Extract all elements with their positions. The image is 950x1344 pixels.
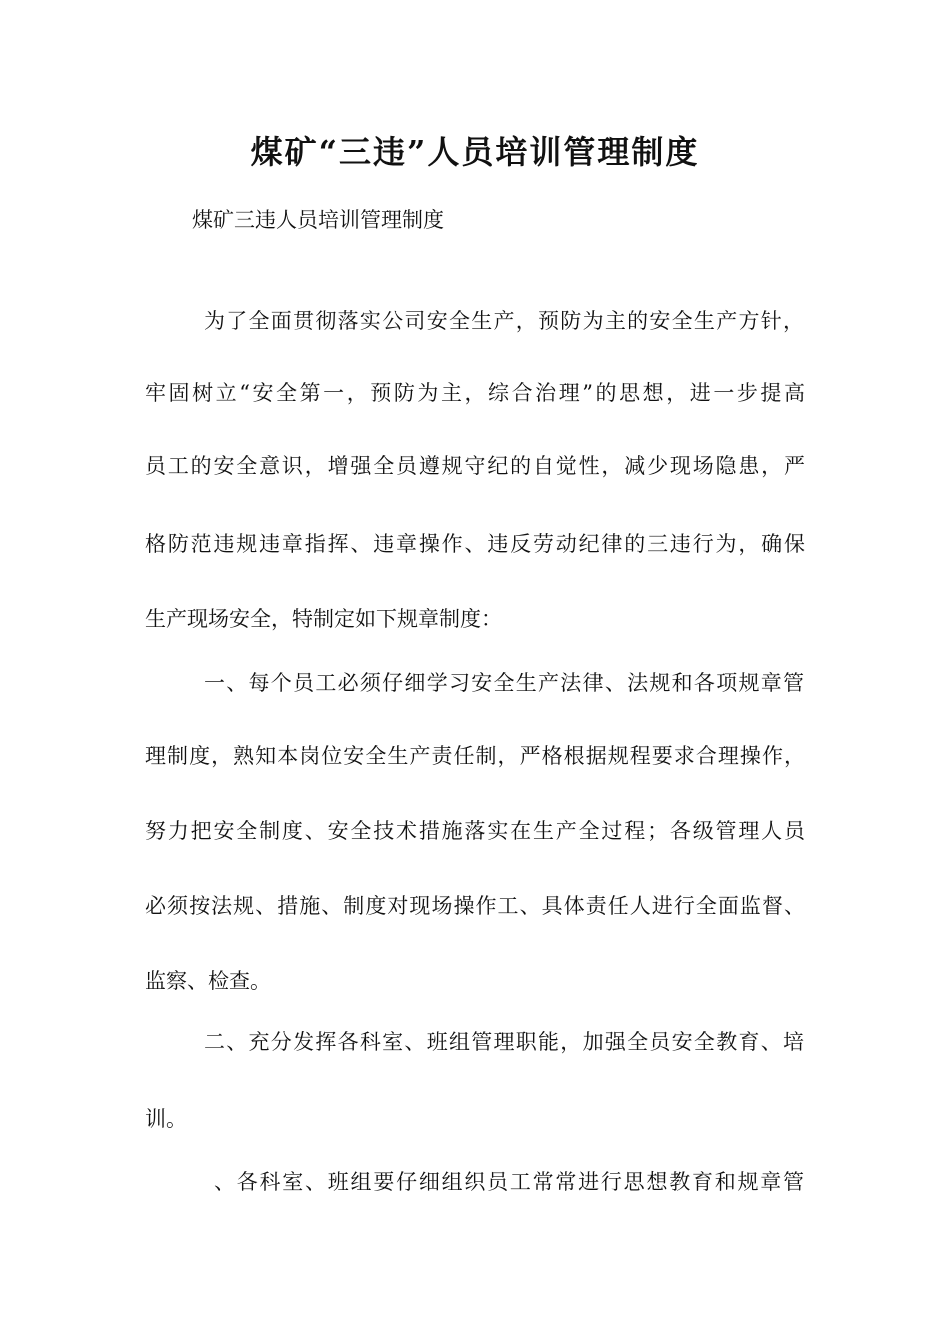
- paragraph-line: 理制度，熟知本岗位安全生产责任制，严格根据规程要求合理操作，: [145, 744, 805, 768]
- paragraph-line: 努力把安全制度、安全技术措施落实在生产全过程；各级管理人员: [145, 819, 805, 843]
- paragraph-line: 牢固树立“安全第一，预防为主，综合治理”的思想，进一步提高: [145, 381, 805, 405]
- paragraph-line: 员工的安全意识，增强全员遵规守纪的自觉性，减少现场隐患，严: [145, 454, 805, 478]
- paragraph-line: 格防范违规违章指挥、违章操作、违反劳动纪律的三违行为，确保: [145, 532, 805, 556]
- paragraph-line: 训。: [145, 1107, 187, 1131]
- paragraph-line: 二、充分发挥各科室、班组管理职能，加强全员安全教育、培: [204, 1030, 804, 1054]
- paragraph-line: 生产现场安全，特制定如下规章制度：: [145, 607, 502, 631]
- paragraph-line: 为了全面贯彻落实公司安全生产，预防为主的安全生产方针，: [204, 309, 804, 333]
- document-title: 煤矿“三违”人员培训管理制度: [250, 133, 700, 171]
- paragraph-line: 、各科室、班组要仔细组织员工常常进行思想教育和规章管: [214, 1170, 804, 1194]
- paragraph-line: 必须按法规、措施、制度对现场操作工、具体责任人进行全面监督、: [145, 894, 805, 918]
- paragraph-line: 监察、检查。: [145, 969, 271, 993]
- document-subtitle: 煤矿三违人员培训管理制度: [192, 208, 444, 232]
- paragraph-line: 一、每个员工必须仔细学习安全生产法律、法规和各项规章管: [204, 671, 804, 695]
